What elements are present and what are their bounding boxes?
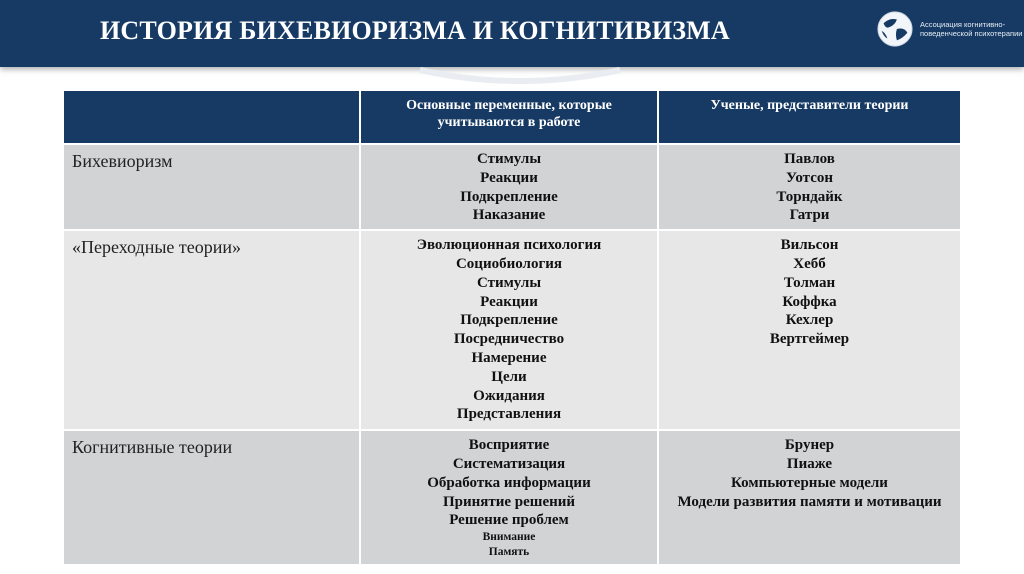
decorative-swoosh (420, 66, 620, 92)
list-item: Ожидания (473, 387, 545, 404)
table-header-row (64, 91, 960, 143)
association-logo (876, 10, 1024, 48)
header-empty-cell (64, 91, 361, 143)
variables-list (361, 143, 659, 229)
list-item: Систематизация (452, 455, 566, 472)
list-item: Пиаже (786, 455, 833, 472)
list-item: Гатри (789, 207, 830, 224)
list-item: Компьютерные модели (731, 474, 888, 491)
list-item: Толман (783, 274, 836, 291)
row-name: «Переходные теории» (64, 229, 361, 429)
list-item: Стимулы (476, 274, 542, 291)
header-scientists: Ученые, представители теории (659, 91, 960, 143)
list-item: Торндайк (776, 188, 843, 205)
table-row (64, 229, 960, 429)
variables-list (361, 429, 659, 564)
list-item: Восприятие (468, 437, 550, 454)
list-item: Представления (456, 406, 562, 423)
list-item-small: Внимание (482, 531, 536, 544)
list-item: Уотсон (785, 169, 834, 186)
variables-list (361, 229, 659, 429)
list-item: Эволюционная психология (416, 237, 602, 254)
list-item: Принятие решений (442, 493, 576, 510)
list-item: Наказание (472, 207, 546, 224)
table-row (64, 429, 960, 564)
scientists-list (659, 229, 960, 429)
globe-icon (876, 10, 914, 48)
list-item: Брунер (784, 437, 835, 454)
list-item: Коффка (782, 293, 837, 310)
list-item: Хебб (793, 255, 826, 272)
list-item: Решение проблем (449, 512, 569, 529)
list-item: Социобиология (455, 255, 563, 272)
logo-text: Ассоциация когнитивно-поведенческой психотерапии (920, 20, 1023, 38)
list-item: Вильсон (780, 237, 839, 254)
table-row (64, 143, 960, 229)
list-item: Подкрепление (460, 188, 558, 205)
list-item: Намерение (471, 349, 547, 366)
scientists-list (659, 429, 960, 564)
list-item: Модели развития памяти и мотивации (677, 493, 942, 510)
theories-table (64, 91, 960, 564)
header-variables: Основные переменные, которые учитываются в работе (361, 91, 659, 143)
list-item-small: Память (488, 546, 530, 559)
list-item: Посредничество (453, 331, 565, 348)
row-name: Когнитивные теории (64, 429, 361, 564)
scientists-list (659, 143, 960, 229)
list-item: Павлов (784, 151, 835, 167)
list-item: Реакции (480, 169, 538, 186)
slide-title: ИСТОРИЯ БИХЕВИОРИЗМА И КОГНИТИВИЗМА (100, 16, 730, 45)
list-item: Цели (491, 368, 527, 385)
list-item: Обработка информации (427, 474, 591, 491)
list-item: Подкрепление (460, 312, 558, 329)
list-item: Вертгеймер (769, 331, 850, 348)
list-item: Реакции (480, 293, 538, 310)
list-item: Кехлер (785, 312, 834, 329)
slide-header (0, 0, 1024, 67)
row-name: Бихевиоризм (64, 143, 361, 229)
list-item: Стимулы (476, 151, 542, 167)
